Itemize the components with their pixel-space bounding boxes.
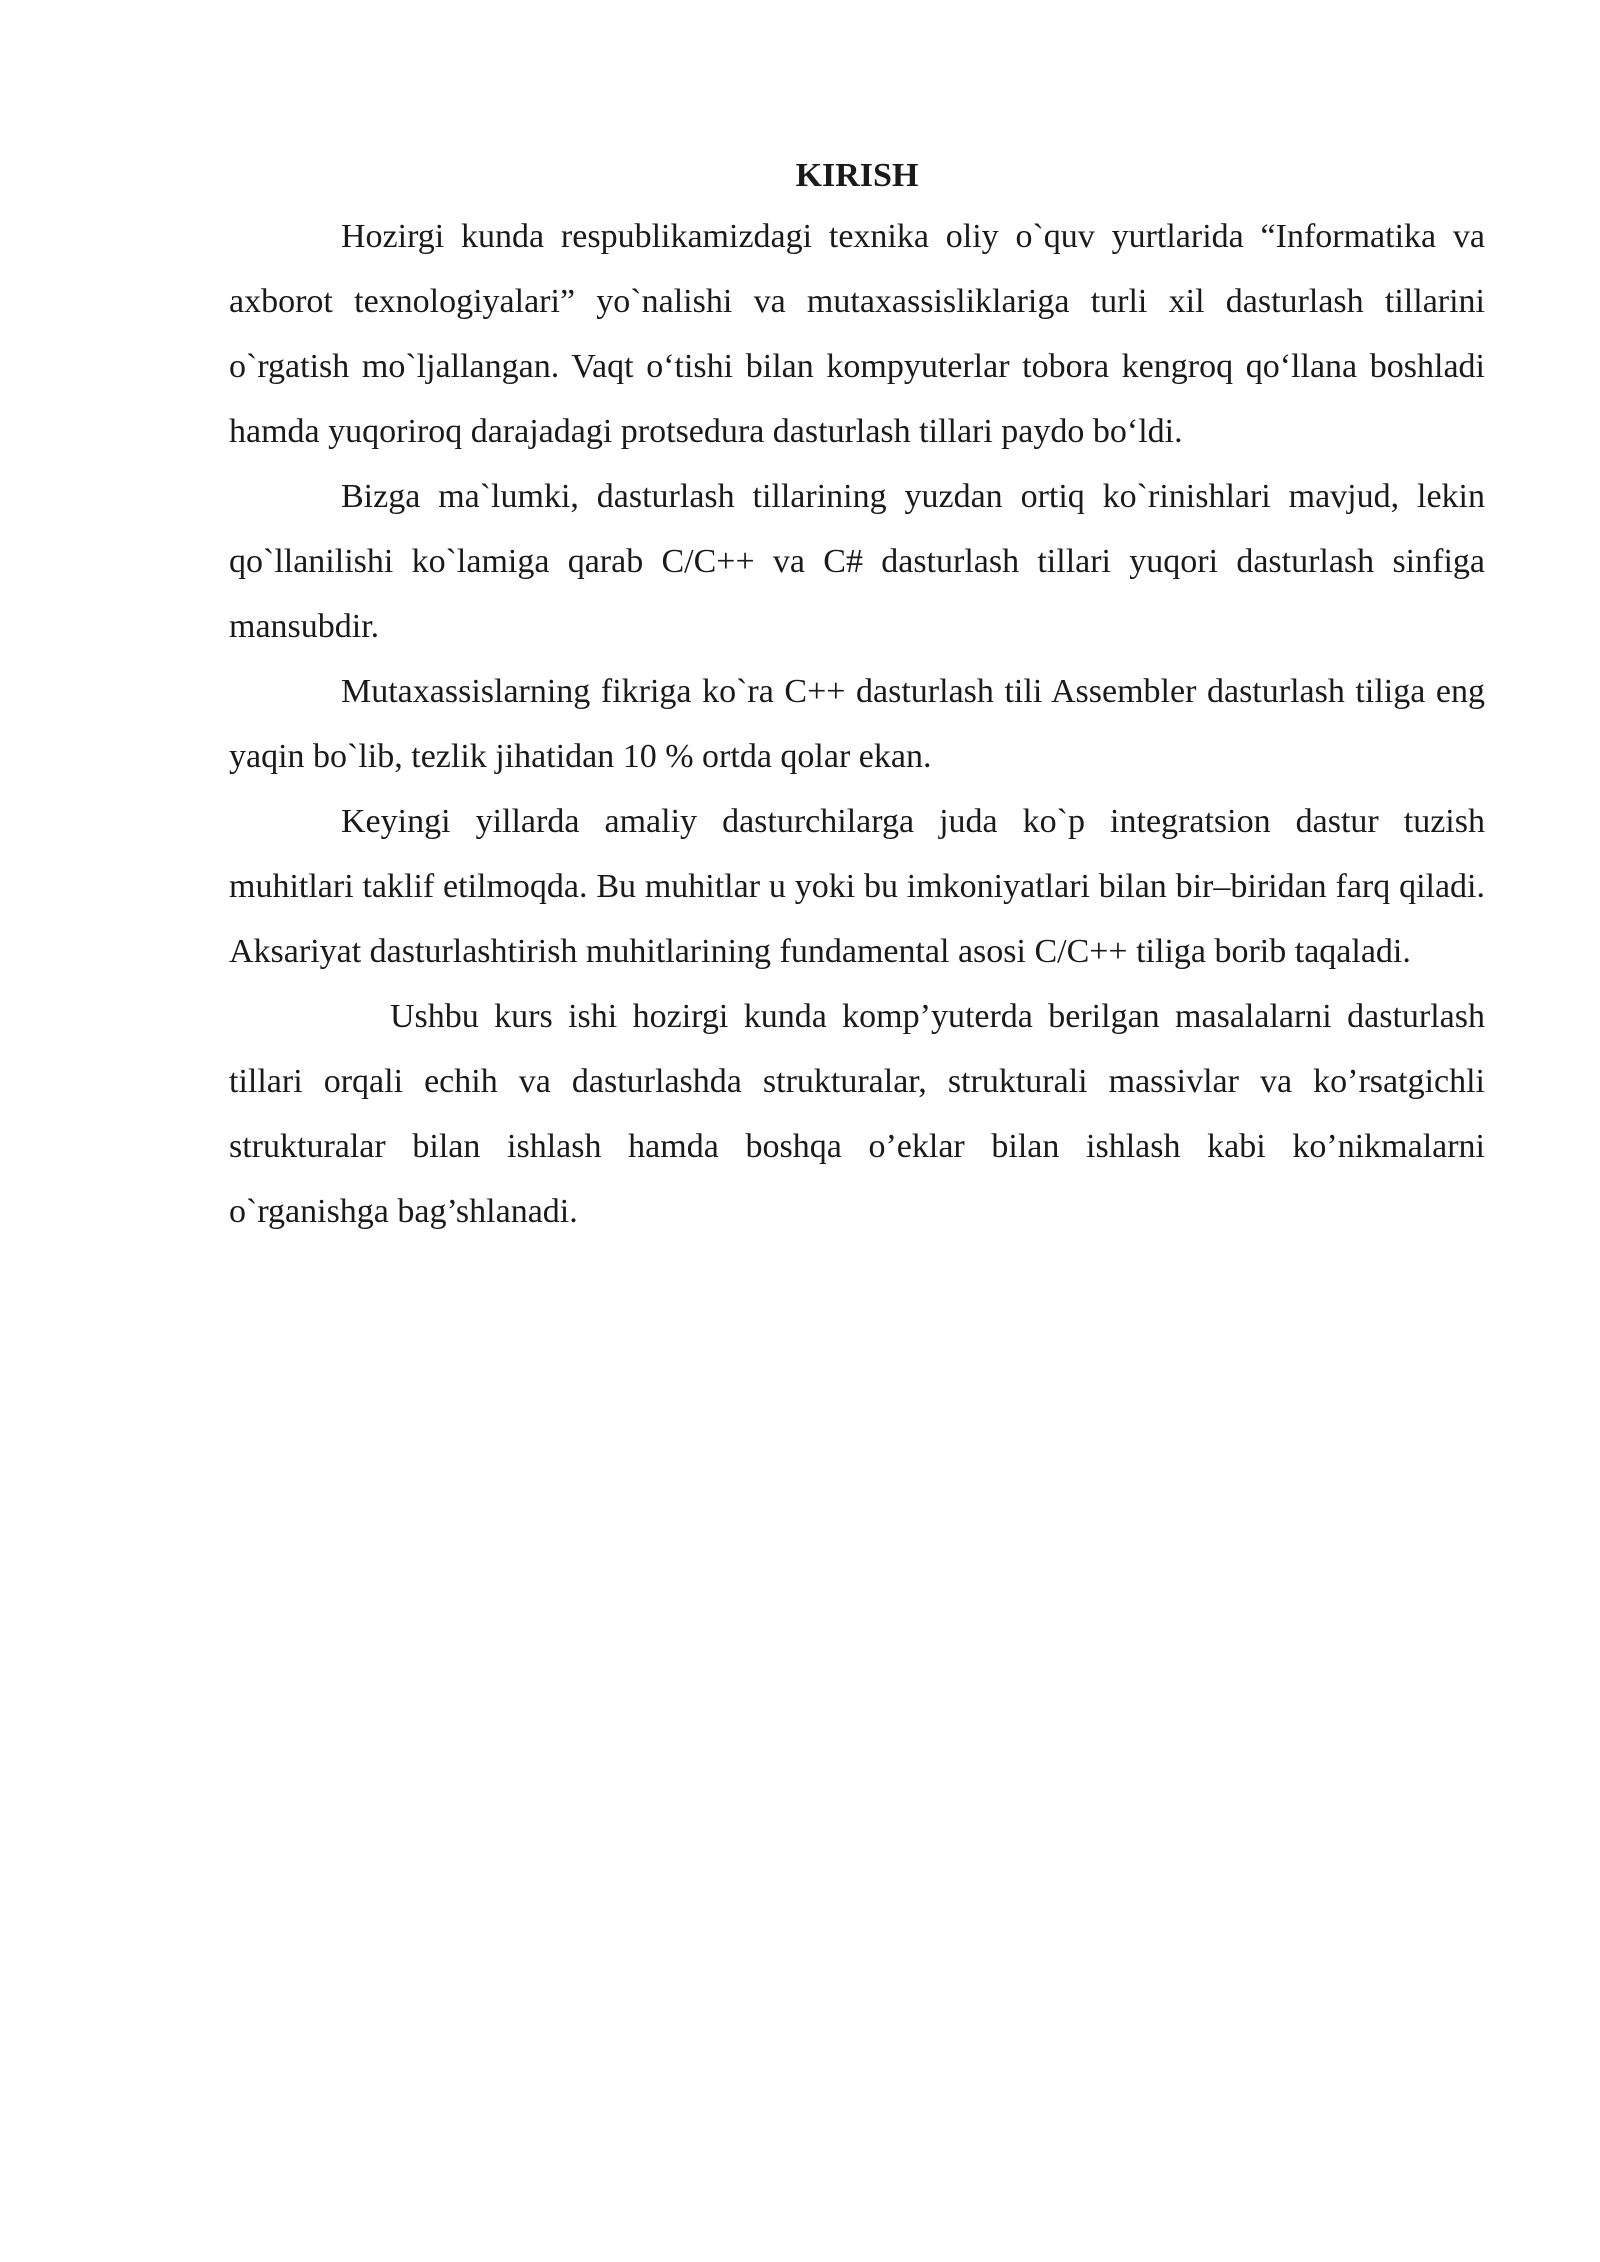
section-heading: KIRISH bbox=[795, 157, 919, 194]
document-page bbox=[229, 148, 1485, 1244]
paragraph-intro: Hozirgi kunda respublikamizdagi texnika oliy o`quv yurtlarida “Informatika va axborot texnologiyalari” yo`nalishi va mutaxassisliklariga turli xil dasturlash tillarini o`rgatish mo`ljallangan. Vaqt o‘tishi bilan kompyuterlar tobora kengroq qo‘llana boshladi hamda yuqoriroq darajadagi protsedura dasturlash tillari paydo bo‘ldi. bbox=[229, 218, 1485, 450]
paragraph-languages: Bizga ma`lumki, dasturlash tillarining yuzdan ortiq ko`rinishlari mavjud, lekin qo`llanilishi ko`lamiga qarab C/C++ va C# dasturlash tillari yuqori dasturlash sinfiga mansubdir. bbox=[229, 478, 1485, 645]
paragraph-course-purpose: Ushbu kurs ishi hozirgi kunda komp’yuterda berilgan masalalarni dasturlash tillari orqali echih va dasturlashda strukturalar, strukturali massivlar va ko’rsatgichli strukturalar bilan ishlash hamda boshqa o’eklar bilan ishlash kabi ko’nikmalarni o`rganishga bag’shlanadi. bbox=[229, 998, 1485, 1230]
paragraph-cpp-speed: Mutaxassislarning fikriga ko`ra C++ dasturlash tili Assembler dasturlash tiliga eng yaqin bo`lib, tezlik jihatidan 10 % ortda qolar ekan. bbox=[229, 673, 1485, 775]
paragraph-ide: Keyingi yillarda amaliy dasturchilarga juda ko`p integratsion dastur tuzish muhitlari taklif etilmoqda. Bu muhitlar u yoki bu imkoniyatlari bilan bir–biridan farq qiladi. Aksariyat dasturlashtirish muhitlarining fundamental asosi C/C++ tiliga borib taqaladi. bbox=[229, 803, 1485, 970]
